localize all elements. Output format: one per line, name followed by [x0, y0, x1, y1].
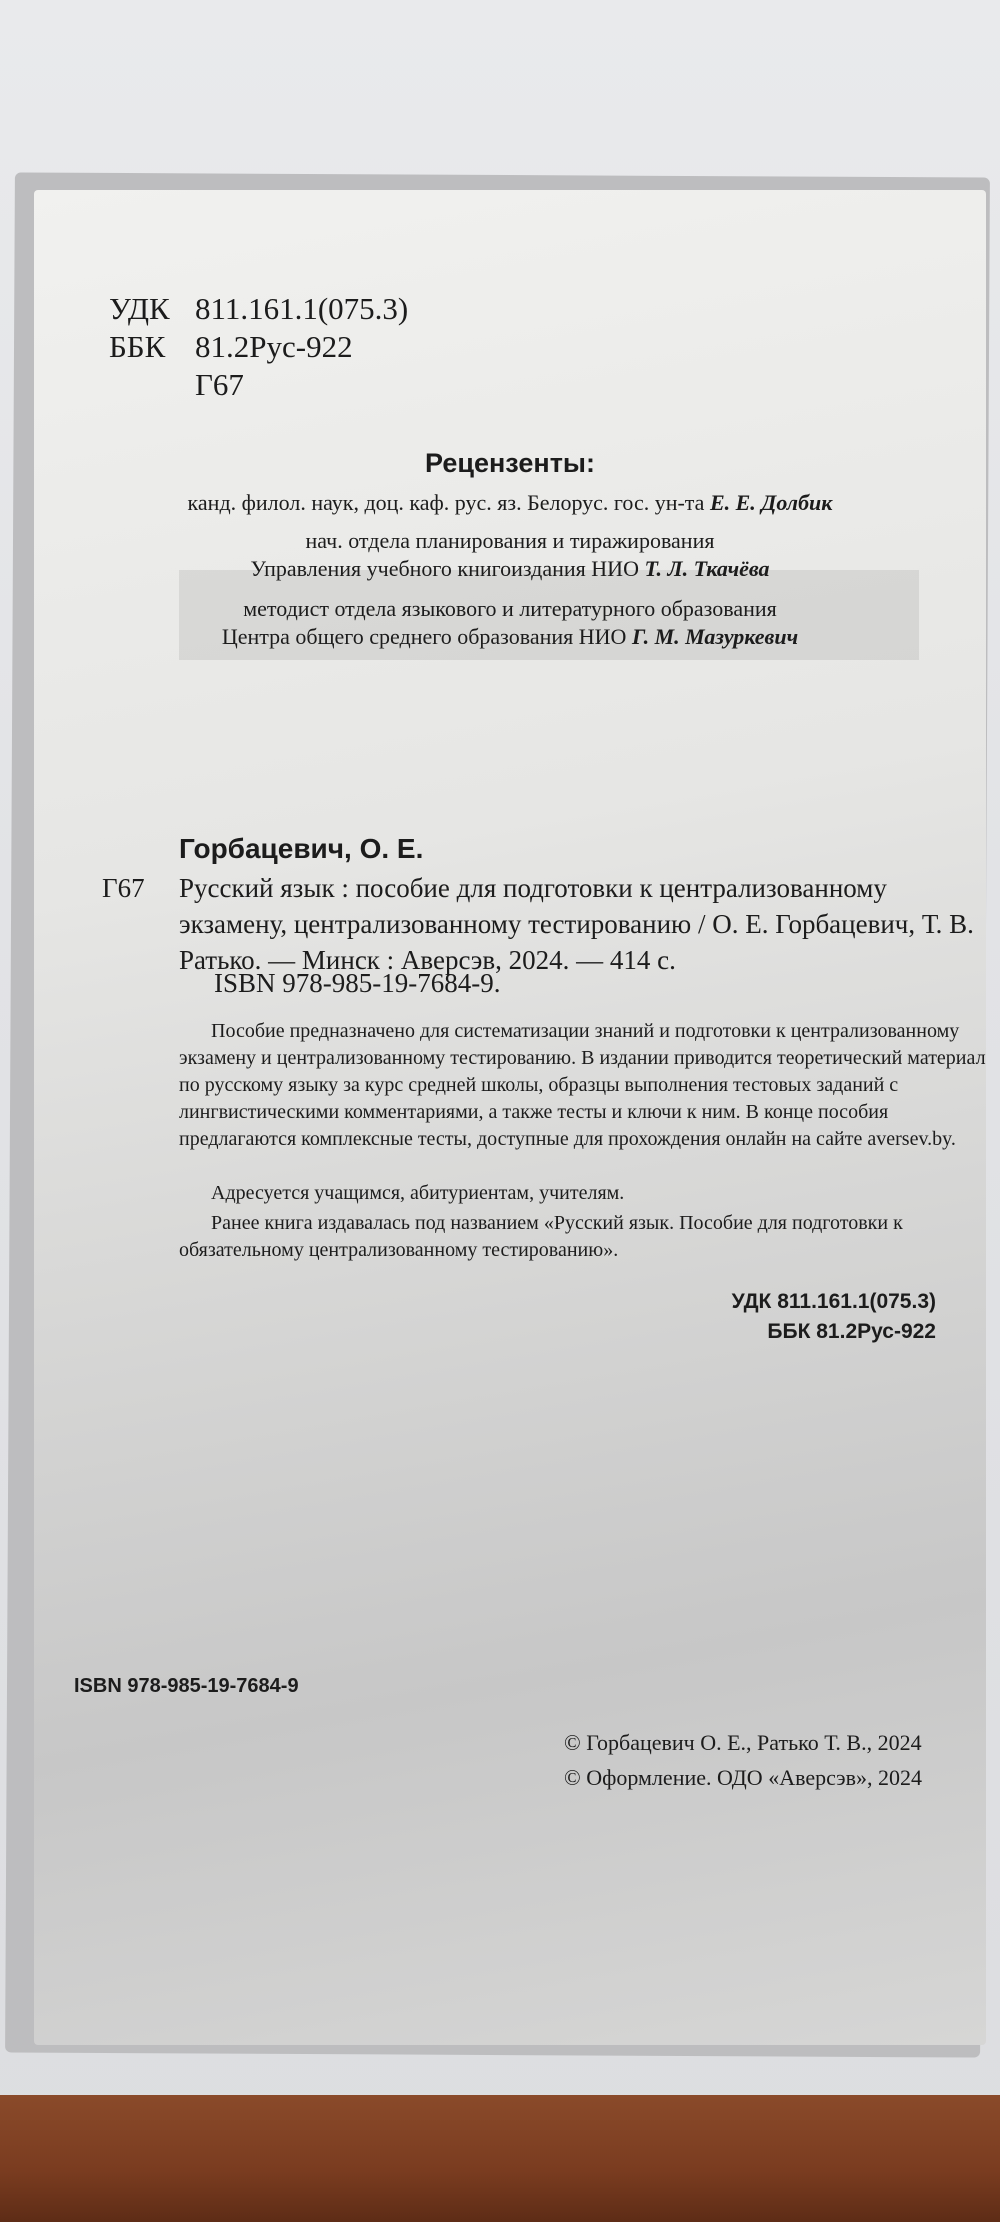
udk-label: УДК [109, 291, 170, 326]
udk-value: 811.161.1(075.3) [195, 291, 409, 326]
reviewer-1 [34, 488, 986, 518]
table-surface [0, 2095, 1000, 2222]
footer-bbk: ББК 81.2Рус-922 [767, 1320, 936, 1343]
reviewer-3-name: Г. М. Мазуркевич [631, 624, 799, 649]
isbn-footer: ISBN 978-985-19-7684-9 [74, 1675, 299, 1697]
annotation-paragraph-2: Адресуется учащимся, абитуриентам, учителям. [211, 1182, 625, 1204]
udk-block [109, 290, 408, 404]
annotation-paragraph-3: Ранее книга издавалась под названием «Русский язык. Пособие для подготовки к обязательному централизованному тестированию». [179, 1212, 903, 1261]
copyright-line-2: © Оформление. ОДО «Аверсэв», 2024 [564, 1765, 922, 1790]
catalog-isbn: ISBN 978-985-19-7684-9. [214, 968, 501, 998]
reviewer-3-org: Центра общего среднего образования НИО [221, 624, 627, 649]
reviewer-3-line2 [34, 622, 986, 652]
author-code: Г67 [195, 367, 244, 402]
bbk-label: ББК [109, 329, 166, 364]
catalog-code: Г67 [102, 873, 145, 903]
reviewers-title: Рецензенты: [425, 448, 595, 478]
reviewer-1-name: Е. Е. Долбик [709, 490, 833, 515]
book-page [34, 190, 986, 2045]
catalog-description: Русский язык : пособие для подготовки к централизованному экзамену, централизованному тестированию / О. Е. Горбацевич, Т. В. Ратько. — Минск : Аверсэв, 2024. — 414 с. [179, 873, 974, 975]
reviewer-3-line1: методист отдела языкового и литературного образования [243, 596, 777, 621]
reviewer-2-name: Т. Л. Ткачёва [644, 556, 770, 581]
annotation-paragraph-1: Пособие предназначено для систематизации знаний и подготовки к централизованному экзамену и централизованному тестированию. В издании приводится теоретический материал по русскому языку за курс средней школы, образцы выполнения тестовых заданий с лингвистическими комментариями, а также тесты и ключи к ним. В конце пособия предлагаются комплексные тесты, доступные для прохождения онлайн на сайте aversev.by. [179, 1020, 986, 1150]
catalog-author: Горбацевич, О. Е. [179, 833, 424, 864]
reviewer-2-org: Управления учебного книгоиздания НИО [250, 556, 639, 581]
copyright-line-1: © Горбацевич О. Е., Ратько Т. В., 2024 [564, 1730, 922, 1755]
reviewer-2-line1: нач. отдела планирования и тиражирования [305, 528, 715, 553]
reviewer-2-line2 [34, 554, 986, 584]
reviewer-1-position: канд. филол. наук, доц. каф. рус. яз. Белорус. гос. ун-та [187, 490, 705, 515]
footer-udk: УДК 811.161.1(075.3) [731, 1290, 936, 1313]
bbk-value: 81.2Рус-922 [195, 329, 353, 364]
